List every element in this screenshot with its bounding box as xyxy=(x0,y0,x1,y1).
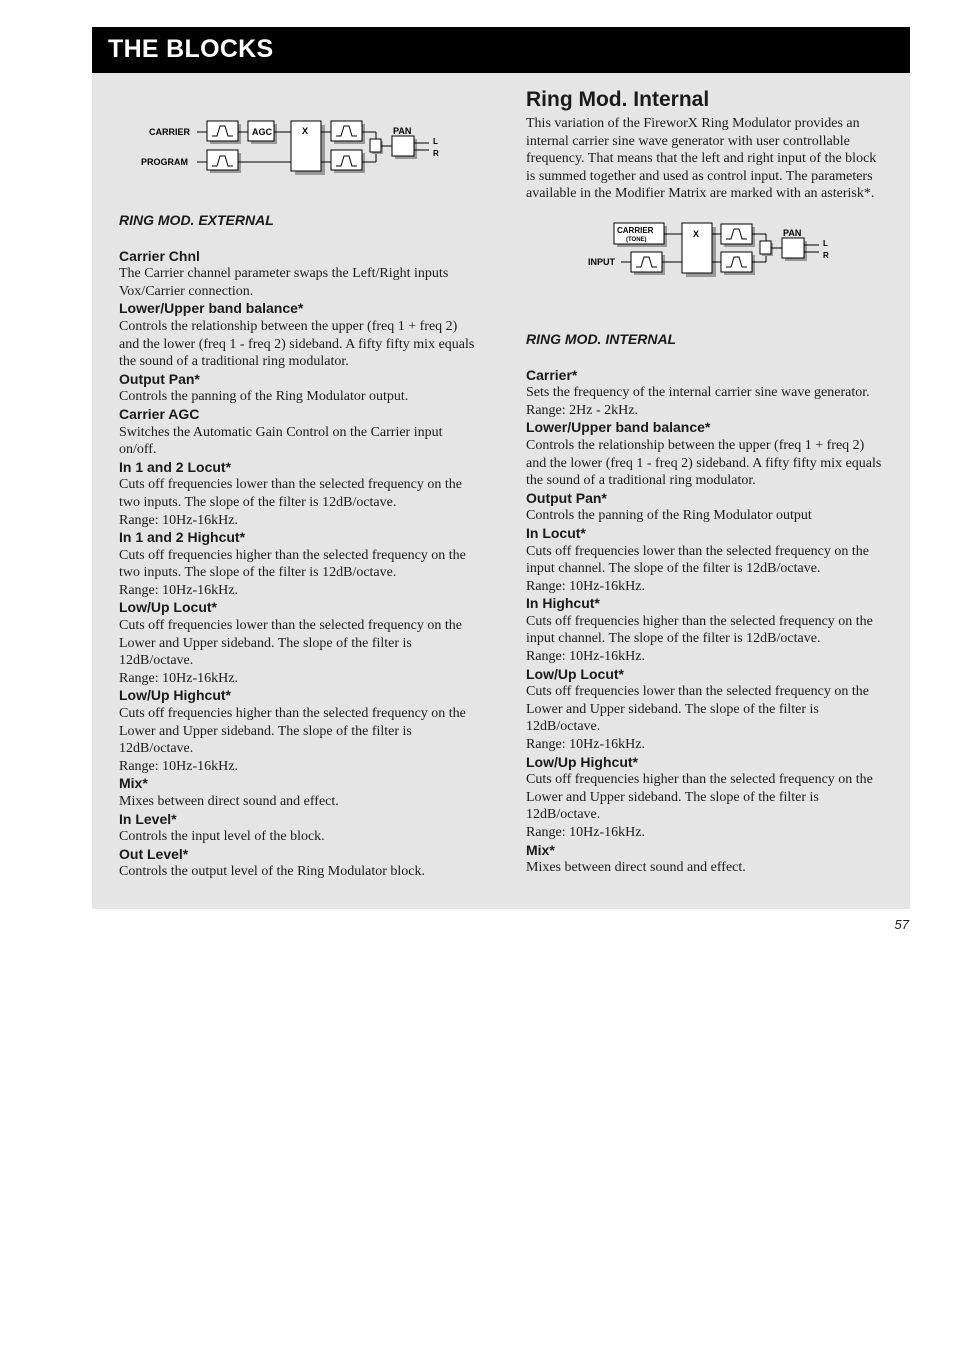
param-title: Carrier AGC xyxy=(119,405,200,422)
param-title: In Locut* xyxy=(526,524,586,541)
right-column xyxy=(526,88,888,877)
param-description: Sets the frequency of the internal carrier sine wave generator. Range: 2Hz - 2kHz. xyxy=(526,385,870,418)
param-title: In 1 and 2 Highcut* xyxy=(119,529,246,546)
diagram-agc-label: AGC xyxy=(252,127,272,137)
diagram-carrier-label: CARRIER xyxy=(617,225,654,235)
parameter-list xyxy=(119,248,481,881)
param-range: Range: 10Hz-16kHz. xyxy=(526,825,645,840)
diagram-r-label: R xyxy=(433,149,439,158)
param-title: Out Level* xyxy=(119,845,189,862)
diagram-l-label: L xyxy=(823,238,828,248)
param-title: Carrier Chnl xyxy=(119,247,200,264)
diagram-carrier-label: CARRIER xyxy=(149,127,191,137)
param-range: Range: 10Hz-16kHz. xyxy=(119,670,238,686)
diagram-pan-label: PAN xyxy=(393,126,412,136)
section-title: Ring Mod. Internal xyxy=(526,88,710,111)
ring-mod-internal-diagram xyxy=(526,215,866,315)
param-description: Cuts off frequencies higher than the selected frequency on the two inputs. The slope of the filter is 12dB/octave. xyxy=(119,547,466,581)
param-description: Controls the output level of the Ring Modulator block. xyxy=(119,864,426,880)
param-title: Output Pan* xyxy=(119,370,200,387)
param-description: Cuts off frequencies lower than the selected frequency on the Lower and Upper sideband. The slope of the filter is 12dB/octave. xyxy=(526,684,869,735)
param-title: Lower/Upper band balance* xyxy=(526,419,711,436)
param-description: Switches the Automatic Gain Control on the Carrier input on/off. xyxy=(119,424,443,458)
param-title: Low/Up Locut* xyxy=(526,665,624,682)
param-description: Mixes between direct sound and effect. xyxy=(119,794,339,809)
diagram-mult-label: X xyxy=(302,126,309,136)
param-description: Mixes between direct sound and effect. xyxy=(526,860,746,876)
param-range: Range: 10Hz-16kHz. xyxy=(526,737,645,753)
param-title: Output Pan* xyxy=(526,489,607,506)
param-title: Mix* xyxy=(526,841,555,858)
diagram-program-label: PROGRAM xyxy=(141,157,188,167)
param-title: In Level* xyxy=(119,810,177,827)
param-title: Mix* xyxy=(119,775,148,792)
param-description: Cuts off frequencies lower than the selected frequency on the two inputs. The slope of the filter is 12dB/octave. xyxy=(119,477,462,510)
figure-caption: RING MOD. INTERNAL xyxy=(526,330,677,347)
param-range: Range: 10Hz-16kHz. xyxy=(119,512,238,528)
param-title: Low/Up Highcut* xyxy=(526,753,638,770)
intro-paragraph: This variation of the FireworX Ring Modulator provides an internal carrier sine wave generator with user controllable frequency. That means that the left and right input of the block is summed together and used as control input. The parameters available in the Modifier Matrix are marked with an asterisk*. xyxy=(526,116,877,202)
param-description: Controls the panning of the Ring Modulator output xyxy=(526,508,812,524)
param-range: Range: 10Hz-16kHz. xyxy=(119,582,238,598)
diagram-tone-label: (TONE) xyxy=(626,236,647,243)
param-description: Cuts off frequencies lower than the selected frequency on the Lower and Upper sideband. The slope of the filter is 12dB/octave. xyxy=(119,618,462,669)
param-description: Controls the relationship between the upper (freq 1 + freq 2) and the lower (freq 1 - freq 2) sideband. A fifty fifty mix equals the sound of a traditional ring modulator. xyxy=(526,437,882,489)
param-title: Lower/Upper band balance* xyxy=(119,300,304,317)
page-title: THE BLOCKS xyxy=(108,35,274,63)
left-column xyxy=(119,90,481,881)
param-description: The Carrier channel parameter swaps the Left/Right inputs Vox/Carrier connection. xyxy=(119,266,449,299)
param-range: Range: 10Hz-16kHz. xyxy=(526,578,645,594)
param-description: Controls the panning of the Ring Modulator output. xyxy=(119,389,409,405)
param-description: Cuts off frequencies higher than the selected frequency on the input channel. The slope of the filter is 12dB/octave. xyxy=(526,613,873,647)
param-title: Low/Up Highcut* xyxy=(119,687,231,704)
param-description: Controls the input level of the block. xyxy=(119,829,325,845)
param-description: Cuts off frequencies higher than the selected frequency on the Lower and Upper sideband. The slope of the filter is 12dB/octave. xyxy=(119,706,466,757)
diagram-mult-label: X xyxy=(693,228,700,239)
ring-mod-external-diagram xyxy=(119,90,459,190)
param-description: Cuts off frequencies lower than the selected frequency on the input channel. The slope of the filter is 12dB/octave. xyxy=(526,543,869,577)
page-number: 57 xyxy=(894,917,909,932)
param-title: Carrier* xyxy=(526,366,578,383)
page-header xyxy=(92,27,910,73)
param-range: Range: 10Hz-16kHz. xyxy=(526,649,645,665)
diagram-r-label: R xyxy=(823,250,829,260)
param-description: Controls the relationship between the upper (freq 1 + freq 2) and the lower (freq 1 - freq 2) sideband. A fifty fifty mix equals the sound of a traditional ring modulator. xyxy=(119,318,475,370)
param-range: Range: 10Hz-16kHz. xyxy=(119,758,238,774)
parameter-list xyxy=(526,367,888,877)
diagram-pan-label: PAN xyxy=(783,227,802,238)
param-title: In Highcut* xyxy=(526,595,600,612)
diagram-l-label: L xyxy=(433,137,438,146)
param-title: Low/Up Locut* xyxy=(119,599,217,616)
param-description: Cuts off frequencies higher than the selected frequency on the Lower and Upper sideband. The slope of the filter is 12dB/octave. xyxy=(526,772,873,823)
figure-caption: RING MOD. EXTERNAL xyxy=(119,212,274,228)
diagram-input-label: INPUT xyxy=(588,256,615,267)
param-title: In 1 and 2 Locut* xyxy=(119,458,232,475)
